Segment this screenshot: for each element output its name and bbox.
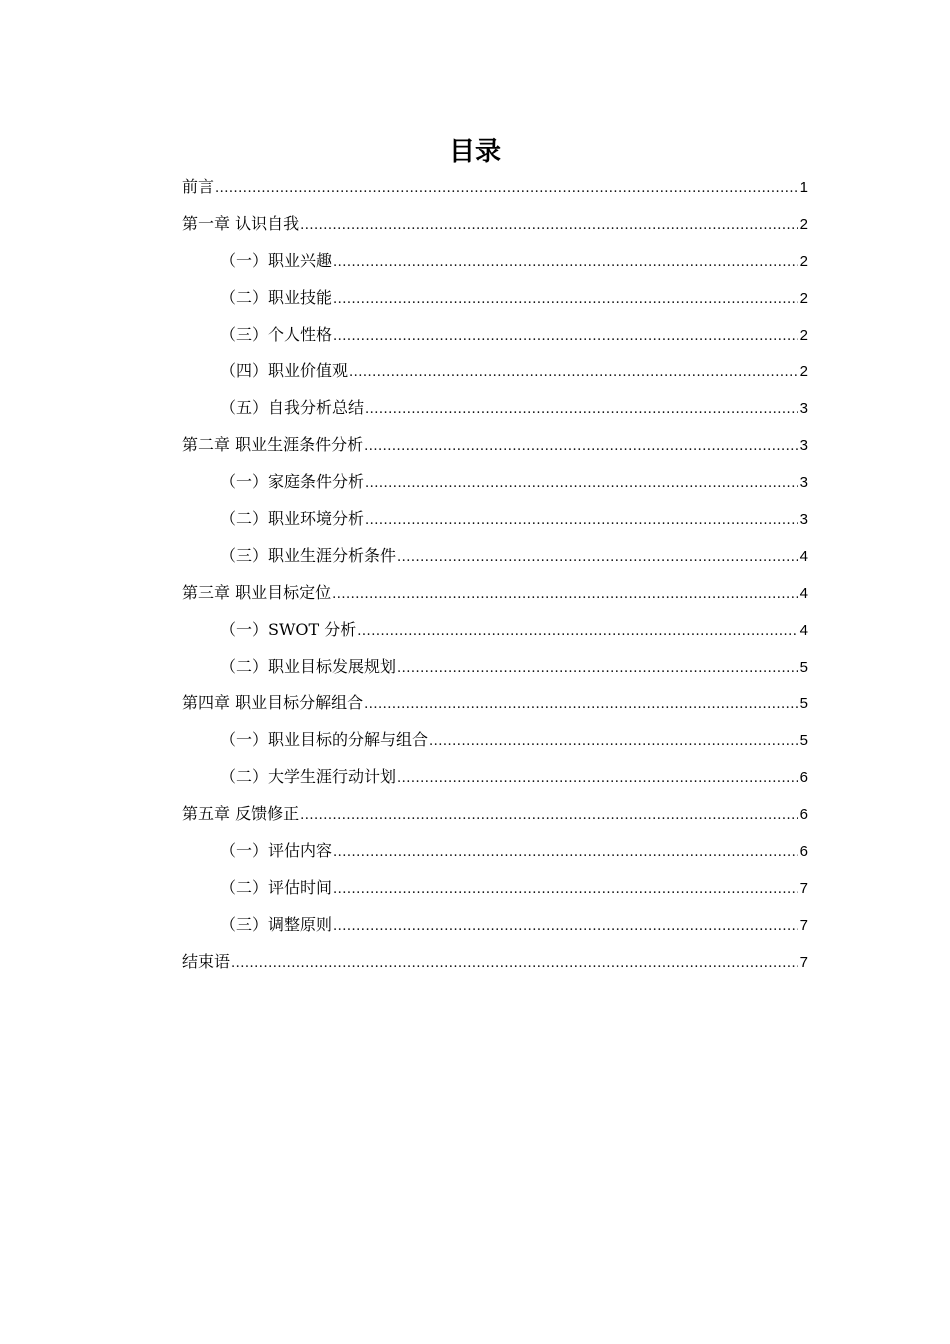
toc-dot-leader bbox=[333, 910, 798, 944]
toc-entry[interactable] bbox=[182, 391, 808, 428]
toc-entry[interactable] bbox=[182, 281, 808, 318]
toc-entry[interactable] bbox=[182, 354, 808, 391]
toc-entry[interactable] bbox=[182, 797, 808, 834]
toc-entry[interactable] bbox=[182, 576, 808, 613]
toc-dot-leader bbox=[300, 209, 798, 243]
toc-page-number: 3 bbox=[799, 511, 808, 529]
toc-entry-title: 结束语 bbox=[182, 951, 231, 971]
toc-entry[interactable] bbox=[182, 502, 808, 539]
toc-dot-leader bbox=[357, 615, 797, 649]
toc-entry-title: （三）职业生涯分析条件 bbox=[220, 545, 397, 565]
toc-dot-leader bbox=[333, 836, 798, 870]
toc-entry-title: （一）家庭条件分析 bbox=[220, 472, 365, 492]
toc-entry-title: 前言 bbox=[182, 177, 215, 196]
toc-entry[interactable] bbox=[182, 170, 808, 207]
toc-entry-title: 第二章 职业生涯条件分析 bbox=[182, 435, 364, 455]
toc-entry-title: 第三章 职业目标定位 bbox=[182, 582, 332, 602]
toc-entry-title: （一）职业目标的分解与组合 bbox=[220, 730, 429, 750]
toc-dot-leader bbox=[397, 652, 798, 686]
toc-dot-leader bbox=[365, 393, 798, 427]
toc-dot-leader bbox=[365, 467, 798, 501]
toc-entry-title: 第五章 反馈修正 bbox=[182, 804, 300, 824]
toc-dot-leader bbox=[349, 356, 798, 390]
toc-dot-leader bbox=[365, 504, 798, 538]
toc-page-number: 2 bbox=[799, 289, 808, 307]
toc-entry-title: （三）调整原则 bbox=[220, 914, 333, 934]
toc-entry-title: 第一章 认识自我 bbox=[182, 213, 300, 233]
table-of-contents bbox=[182, 170, 808, 982]
toc-entry[interactable] bbox=[182, 871, 808, 908]
toc-page-number: 5 bbox=[799, 732, 808, 750]
toc-entry-title: （二）职业技能 bbox=[220, 287, 333, 307]
toc-page-number: 3 bbox=[799, 437, 808, 455]
toc-page-number: 7 bbox=[799, 879, 808, 897]
toc-entry[interactable] bbox=[182, 244, 808, 281]
toc-page-number: 6 bbox=[799, 769, 808, 787]
toc-entry-title: （二）职业目标发展规划 bbox=[220, 656, 397, 676]
toc-dot-leader bbox=[231, 947, 798, 981]
toc-entry[interactable] bbox=[182, 318, 808, 355]
toc-entry[interactable] bbox=[182, 428, 808, 465]
toc-page-number: 2 bbox=[799, 326, 808, 344]
toc-entry-title: （二）评估时间 bbox=[220, 877, 333, 897]
toc-dot-leader bbox=[364, 430, 798, 464]
toc-entry-title: （二）职业环境分析 bbox=[220, 509, 365, 529]
toc-entry-title: （一）职业兴趣 bbox=[220, 250, 333, 270]
toc-entry-title: 第四章 职业目标分解组合 bbox=[182, 693, 364, 713]
toc-entry-title: （三）个人性格 bbox=[220, 324, 333, 344]
toc-entry[interactable] bbox=[182, 613, 808, 650]
toc-entry[interactable] bbox=[182, 760, 808, 797]
toc-title: 目录 bbox=[448, 137, 501, 167]
toc-page-number: 2 bbox=[799, 252, 808, 270]
toc-page-number: 4 bbox=[799, 621, 808, 639]
toc-entry-title: （四）职业价值观 bbox=[220, 361, 349, 381]
toc-page-number: 6 bbox=[799, 843, 808, 861]
toc-dot-leader bbox=[397, 762, 798, 796]
toc-entry[interactable] bbox=[182, 834, 808, 871]
toc-entry-title: （一）评估内容 bbox=[220, 841, 333, 861]
toc-dot-leader bbox=[300, 799, 798, 833]
toc-dot-leader bbox=[397, 541, 798, 575]
toc-dot-leader bbox=[332, 578, 798, 612]
toc-dot-leader bbox=[333, 283, 798, 317]
toc-page-number: 4 bbox=[799, 584, 808, 602]
toc-dot-leader bbox=[429, 725, 798, 759]
toc-page-number: 3 bbox=[799, 474, 808, 492]
toc-dot-leader bbox=[333, 873, 798, 907]
toc-dot-leader bbox=[215, 172, 798, 206]
toc-page-number: 3 bbox=[799, 400, 808, 418]
toc-page-number: 2 bbox=[799, 363, 808, 381]
toc-page-number: 6 bbox=[799, 806, 808, 824]
toc-entry-title: （一）SWOT 分析 bbox=[220, 619, 357, 639]
toc-dot-leader bbox=[364, 688, 798, 722]
toc-dot-leader bbox=[333, 246, 798, 280]
toc-page-number: 7 bbox=[799, 916, 808, 934]
toc-entry[interactable] bbox=[182, 539, 808, 576]
toc-entry[interactable] bbox=[182, 686, 808, 723]
toc-page-number: 5 bbox=[799, 658, 808, 676]
toc-entry[interactable] bbox=[182, 723, 808, 760]
toc-entry[interactable] bbox=[182, 207, 808, 244]
toc-page-number: 4 bbox=[799, 547, 808, 565]
toc-entry-title: （二）大学生涯行动计划 bbox=[220, 767, 397, 787]
toc-dot-leader bbox=[333, 320, 798, 354]
toc-entry[interactable] bbox=[182, 650, 808, 687]
toc-page-number: 7 bbox=[799, 953, 808, 971]
toc-page-number: 1 bbox=[799, 179, 808, 196]
toc-entry[interactable] bbox=[182, 945, 808, 982]
toc-entry[interactable] bbox=[182, 908, 808, 945]
toc-page-number: 5 bbox=[799, 695, 808, 713]
toc-entry-title: （五）自我分析总结 bbox=[220, 398, 365, 418]
toc-page-number: 2 bbox=[799, 215, 808, 233]
toc-entry[interactable] bbox=[182, 465, 808, 502]
